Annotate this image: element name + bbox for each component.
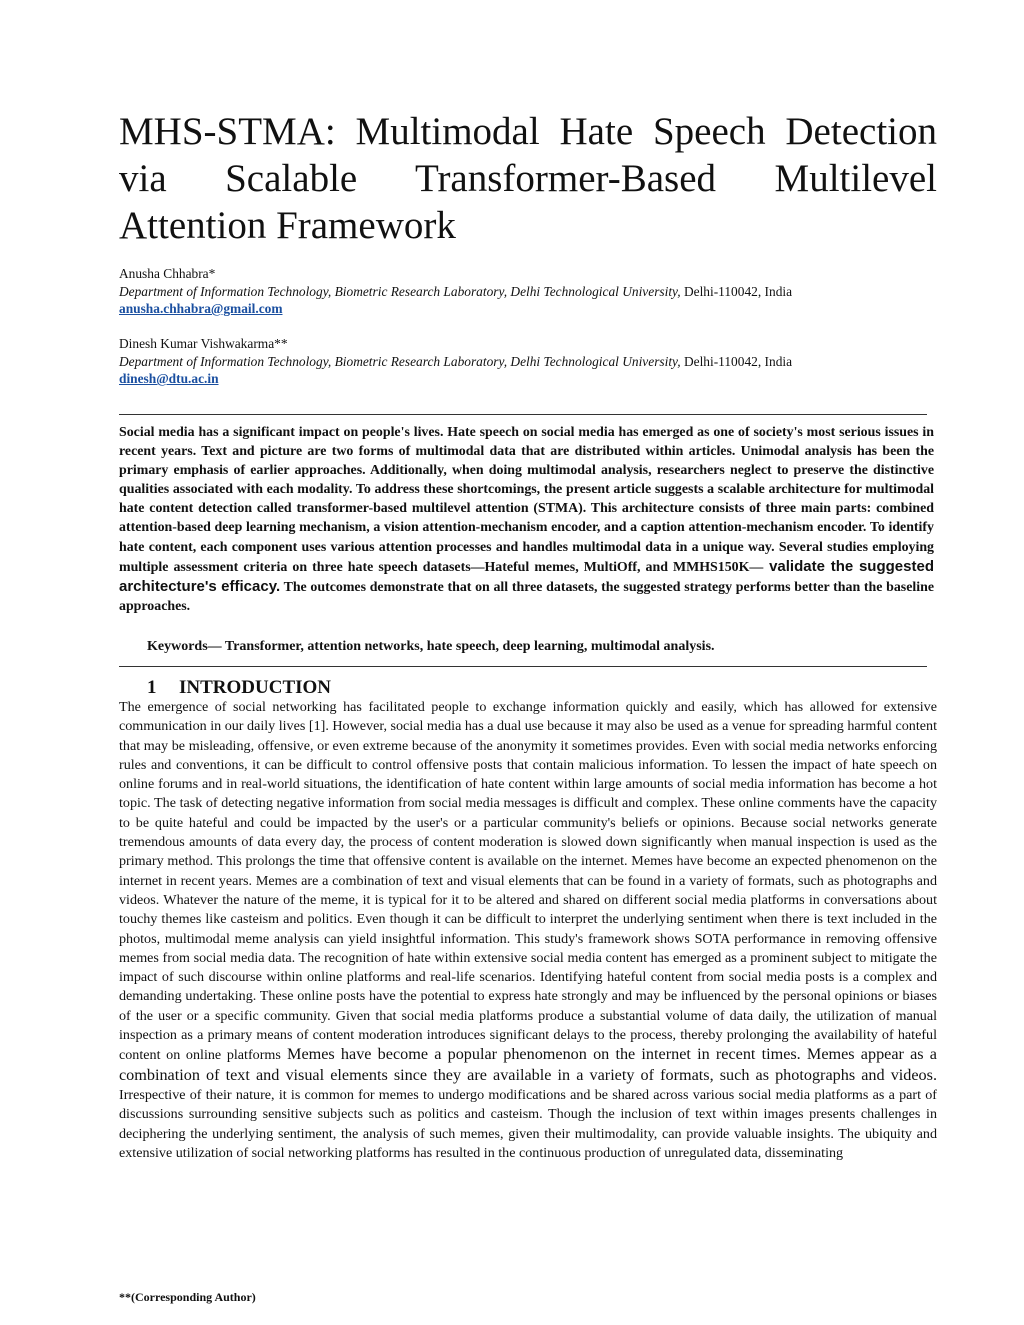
author-email-link[interactable]: dinesh@dtu.ac.in [119, 371, 219, 386]
abstract-text-1: Social media has a significant impact on people's lives. Hate speech on social media has emerged as one of society's most serious issues in recent years. Text and picture are two forms of multimodal data that are distributed within articles. Unimodal analysis has been the primary emphasis of earlier approaches. Additionally, when doing multimodal analysis, researchers neglect to preserve the distinctive qualities associated with each modality. To address these shortcomings, the present article suggests a scalable architecture for multimodal hate content detection called transformer-based multilevel attention (STMA). This architecture consists of three main parts: combined attention-based deep learning mechanism, a vision attention-mechanism encoder, and a caption attention-mechanism encoder. To identify hate content, each component uses various attention processes and handles multimodal data in a unique way. Several studies employing multiple assessment criteria on three hate speech datasets—Hateful memes, MultiOff, and MMHS150K— [119, 425, 934, 575]
title-line-3: Attention Framework [119, 204, 456, 247]
author-block-2 [119, 335, 937, 388]
title-line-1: MHS-STMA: Multimodal Hate Speech Detection [119, 110, 937, 153]
intro-text-2: Memes have become a popular phenomenon on the internet in recent times. Memes appear as a combination of text and visual elements since they are available in a variety of formats, such as photographs and videos. [119, 1045, 937, 1084]
section-title: INTRODUCTION [179, 677, 332, 698]
author-name: Anusha Chhabra* [119, 266, 216, 281]
affiliation-location: Delhi-110042, India [680, 353, 793, 369]
author-email-link[interactable]: anusha.chhabra@gmail.com [119, 301, 283, 316]
section-heading-introduction [147, 676, 331, 700]
intro-text-1: The emergence of social networking has facilitated people to exchange information quickly and easily, which has allowed for extensive communication in our daily lives [1]. However, social media has a dual use because it may also be used as a venue for spreading harmful content that may be misleading, offensive, or even extreme because of the anonymity it sometimes provides. Even with social media networks enforcing rules and conventions, it can be difficult to control offensive posts that contain malicious information. To lessen the impact of hate speech on online forums and in real-world situations, the identification of hate content within large amounts of social media information has become a hot topic. The task of detecting negative information from social media messages is difficult and complex. These online comments have the capacity to be quite hateful and could be impacted by the user's or a particular community's beliefs or opinions. Because social networks generate tremendous amounts of data every day, the process of content moderation is slowed down significantly when manual inspection is used as the primary method. This prolongs the time that offensive content is available on the internet. Memes have become an expected phenomenon on the internet in recent years. Memes are a combination of text and visual elements that can be found in a variety of formats, such as photographs and videos. Whatever the nature of the meme, it is typical for it to be altered and shared on different social media platforms in conversations about touchy themes like casteism and politics. Even though it can be difficult to interpret the underlying sentiment when there is text included in the photos, multimodal meme analysis can yield insightful information. This study's framework shows SOTA performance in removing offensive memes from social media data. The recognition of hate within extensive social media content has emerged as a prominent subject to mitigate the impact of such discourse within online platforms and real-life scenarios. Identifying hateful content from social media posts is a complex and demanding undertaking. These online posts have the potential to express hate strongly and may be influenced by the personal opinions or biases of the user or a specific community. Given that social media platforms produce a substantial volume of data daily, the utilization of manual inspection as a primary means of content moderation introduces significant delays to the process, thereby prolonging the availability of hateful content on online platforms [119, 699, 937, 1064]
section-number: 1 [147, 677, 157, 698]
affiliation-institution: Department of Information Technology, Biometric Research Laboratory, Delhi Technological University, [119, 353, 681, 369]
corresponding-author-footnote: **(Corresponding Author) [119, 1290, 256, 1304]
keywords: Keywords— Transformer, attention networks, hate speech, deep learning, multimodal analysis. [147, 639, 715, 654]
author-affiliation [119, 353, 937, 371]
abstract-top-divider [119, 414, 927, 415]
abstract-text-2: validate the suggested architecture's efficacy. [119, 557, 934, 595]
abstract [119, 423, 934, 616]
abstract-bottom-divider [119, 666, 927, 667]
author-name: Dinesh Kumar Vishwakarma** [119, 336, 288, 351]
abstract-text-3: The outcomes demonstrate that on all three datasets, the suggested strategy performs better than the baseline approaches. [119, 579, 934, 614]
author-block-1 [119, 265, 937, 318]
affiliation-institution: Department of Information Technology, Biometric Research Laboratory, Delhi Technological University, [119, 283, 681, 299]
title-line-2: via Scalable Transformer-Based Multilevel [119, 157, 937, 200]
introduction-body [119, 698, 937, 1163]
paper-title [119, 108, 937, 249]
intro-text-3: Irrespective of their nature, it is common for memes to undergo modifications and be shared across various social media platforms as a part of discussions surrounding sensitive subjects such as politics and casteism. Though the inclusion of text within images presents challenges in deciphering the underlying sentiment, the analysis of such memes, given their multimodality, can provide valuable insights. The ubiquity and extensive utilization of social networking platforms has resulted in the continuous production of unregulated data, disseminating [119, 1086, 937, 1161]
affiliation-location: Delhi-110042, India [680, 283, 793, 299]
author-affiliation [119, 283, 937, 301]
